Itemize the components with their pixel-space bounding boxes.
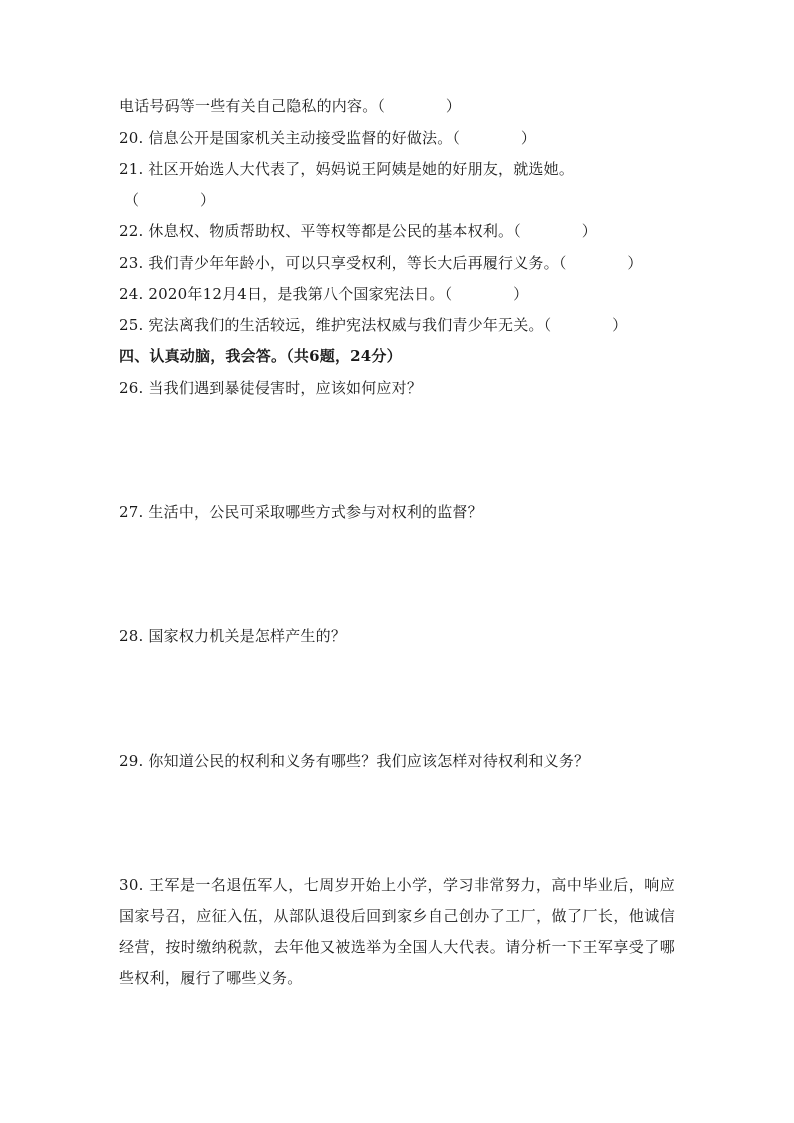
question-28: 28. 国家权力机关是怎样产生的？ xyxy=(119,627,347,645)
question-24: 24. 2020年12月4日，是我第八个国家宪法日。（ ） xyxy=(119,285,529,303)
question-21-answer-paren: （ ） xyxy=(124,191,216,209)
question-29: 29. 你知道公民的权利和义务有哪些？我们应该怎样对待权利和义务？ xyxy=(119,752,590,770)
question-27: 27. 生活中，公民可采取哪些方式参与对权利的监督？ xyxy=(119,503,483,521)
question-21: 21. 社区开始选人大代表了，妈妈说王阿姨是她的好朋友，就选她。 xyxy=(119,160,575,178)
question-25: 25. 宪法离我们的生活较远，维护宪法权威与我们青少年无关。（ ） xyxy=(119,316,628,334)
question-30: 30. 王军是一名退伍军人，七周岁开始上小学，学习非常努力，高中毕业后，响应国家号召，应征入伍，从部队退役后回到家乡自己创办了工厂，做了厂长，他诚信经营，按时缴纳税款，去年他又被选举为全国人大代表。请分析一下王军享受了哪些权利，履行了哪些义务。 xyxy=(119,876,675,987)
question-26: 26. 当我们遇到暴徒侵害时，应该如何应对？ xyxy=(119,379,423,397)
question-22: 22. 休息权、物质帮助权、平等权等都是公民的基本权利。（ ） xyxy=(119,222,597,240)
question-19-continuation: 电话号码等一些有关自己隐私的内容。（ ） xyxy=(119,97,462,115)
question-20: 20. 信息公开是国家机关主动接受监督的好做法。（ ） xyxy=(119,129,537,147)
question-23: 23. 我们青少年年龄小，可以只享受权利，等长大后再履行义务。（ ） xyxy=(119,254,643,272)
section-4-heading: 四、认真动脑，我会答。（共6题，24分） xyxy=(119,347,402,365)
